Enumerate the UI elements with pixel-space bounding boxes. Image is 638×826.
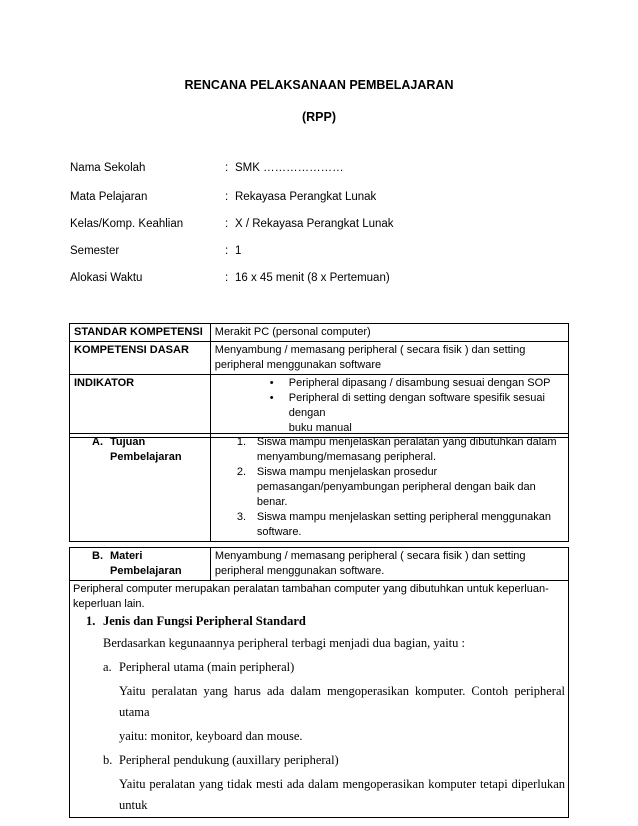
info-label: Semester — [70, 245, 120, 257]
kd-value — [210, 342, 568, 375]
sk-value: Merakit PC (personal computer) — [210, 324, 568, 342]
kd-value-line: peripheral menggunakan software — [214, 359, 382, 371]
info-value: 16 x 45 menit (8 x Pertemuan) — [235, 272, 390, 284]
info-colon: : — [225, 272, 229, 284]
list-item: 2. Siswa mampu menjelaskan prosedur pemasangan/penyambungan peripheral dengan baik dan benar. — [236, 466, 536, 508]
table-row — [70, 324, 569, 342]
info-colon: : — [225, 162, 229, 174]
bullet-icon: • — [269, 377, 274, 389]
materi-section-heading: 1. Jenis dan Fungsi Peripheral Standard — [86, 614, 306, 628]
materi-subitem-a: a. Peripheral utama (main peripheral) — [103, 660, 295, 674]
list-item: • Peripheral dipasang / disambung sesuai dengan SOP — [269, 377, 551, 389]
bullet-icon: • — [269, 392, 274, 404]
materi-table — [69, 547, 569, 818]
list-item: 3. Siswa mampu menjelaskan setting peripheral menggunakan software. — [236, 511, 551, 538]
info-value: Rekayasa Perangkat Lunak — [235, 191, 377, 203]
info-label: Alokasi Waktu — [70, 272, 143, 284]
materi-subitem-a-desc: Yaitu peralatan yang harus ada dalam mengoperasikan komputer. Contoh peripheral utama — [119, 684, 565, 719]
info-colon: : — [225, 218, 229, 230]
info-colon: : — [225, 191, 229, 203]
sk-label: STANDAR KOMPETENSI — [70, 324, 211, 342]
table-row — [70, 342, 569, 375]
tujuan-label-cell — [70, 434, 211, 542]
materi-subitem-a-desc: yaitu: monitor, keyboard dan mouse. — [119, 729, 303, 743]
tujuan-heading: A. Tujuan Pembelajaran — [92, 436, 182, 463]
document-title: RENCANA PELAKSANAAN PEMBELAJARAN — [184, 78, 454, 92]
list-item: 1. Siswa mampu menjelaskan peralatan yang dibutuhkan dalam menyambung/memasang peripheral. — [236, 436, 557, 463]
materi-value: Menyambung / memasang peripheral ( secara fisik ) dan setting peripheral menggunakan software. — [210, 548, 568, 581]
materi-content: Peripheral computer merupakan peralatan tambahan computer yang dibutuhkan untuk keperluan- keperluan lain. 1. Jenis dan Fungsi Peripheral Standard Berdasarkan kegunaannya peripheral terbagi menjadi dua bagian, yaitu : a. Peripheral utama (main peripheral) Yaitu peralatan yang harus ada dalam mengoperasikan komputer. Contoh peripheral utama yaitu: monitor, keyboard dan mouse. b. Peripheral pendukung (auxillary peripheral) Yaitu peralatan yang tidak mesti ada dalam mengoperasikan komputer tetapi diperlukan untuk — [70, 581, 569, 818]
info-label: Nama Sekolah — [70, 162, 146, 174]
table-row — [70, 548, 569, 581]
info-label: Kelas/Komp. Keahlian — [70, 218, 184, 230]
info-value: 1 — [235, 245, 242, 257]
tujuan-table — [69, 433, 569, 542]
table-row — [70, 375, 569, 438]
indikator-list — [210, 375, 568, 438]
table-row — [70, 434, 569, 542]
info-colon: : — [225, 245, 229, 257]
materi-heading: B. Materi Pembelajaran — [92, 550, 182, 577]
materi-subitem-b: b. Peripheral pendukung (auxillary peripheral) — [103, 753, 339, 767]
table-row — [70, 581, 569, 818]
list-item: • Peripheral di setting dengan software spesifik sesuai dengan buku manual — [269, 392, 545, 434]
materi-label-cell — [70, 548, 211, 581]
indikator-label: INDIKATOR — [70, 375, 211, 438]
info-value: X / Rekayasa Perangkat Lunak — [235, 218, 394, 230]
kd-value-line: Menyambung / memasang peripheral ( secara fisik ) dan setting — [214, 344, 526, 356]
document-subtitle: (RPP) — [301, 110, 337, 124]
info-value: SMK ………………… — [235, 162, 344, 174]
tujuan-list — [210, 434, 568, 542]
materi-subitem-b-desc: Yaitu peralatan yang tidak mesti ada dalam mengoperasikan komputer tetapi diperlukan untuk — [119, 777, 565, 812]
kompetensi-table — [69, 323, 569, 438]
info-label: Mata Pelajaran — [70, 191, 148, 203]
kd-label: KOMPETENSI DASAR — [70, 342, 211, 375]
materi-paragraph: Berdasarkan kegunaannya peripheral terbagi menjadi dua bagian, yaitu : — [103, 636, 466, 650]
